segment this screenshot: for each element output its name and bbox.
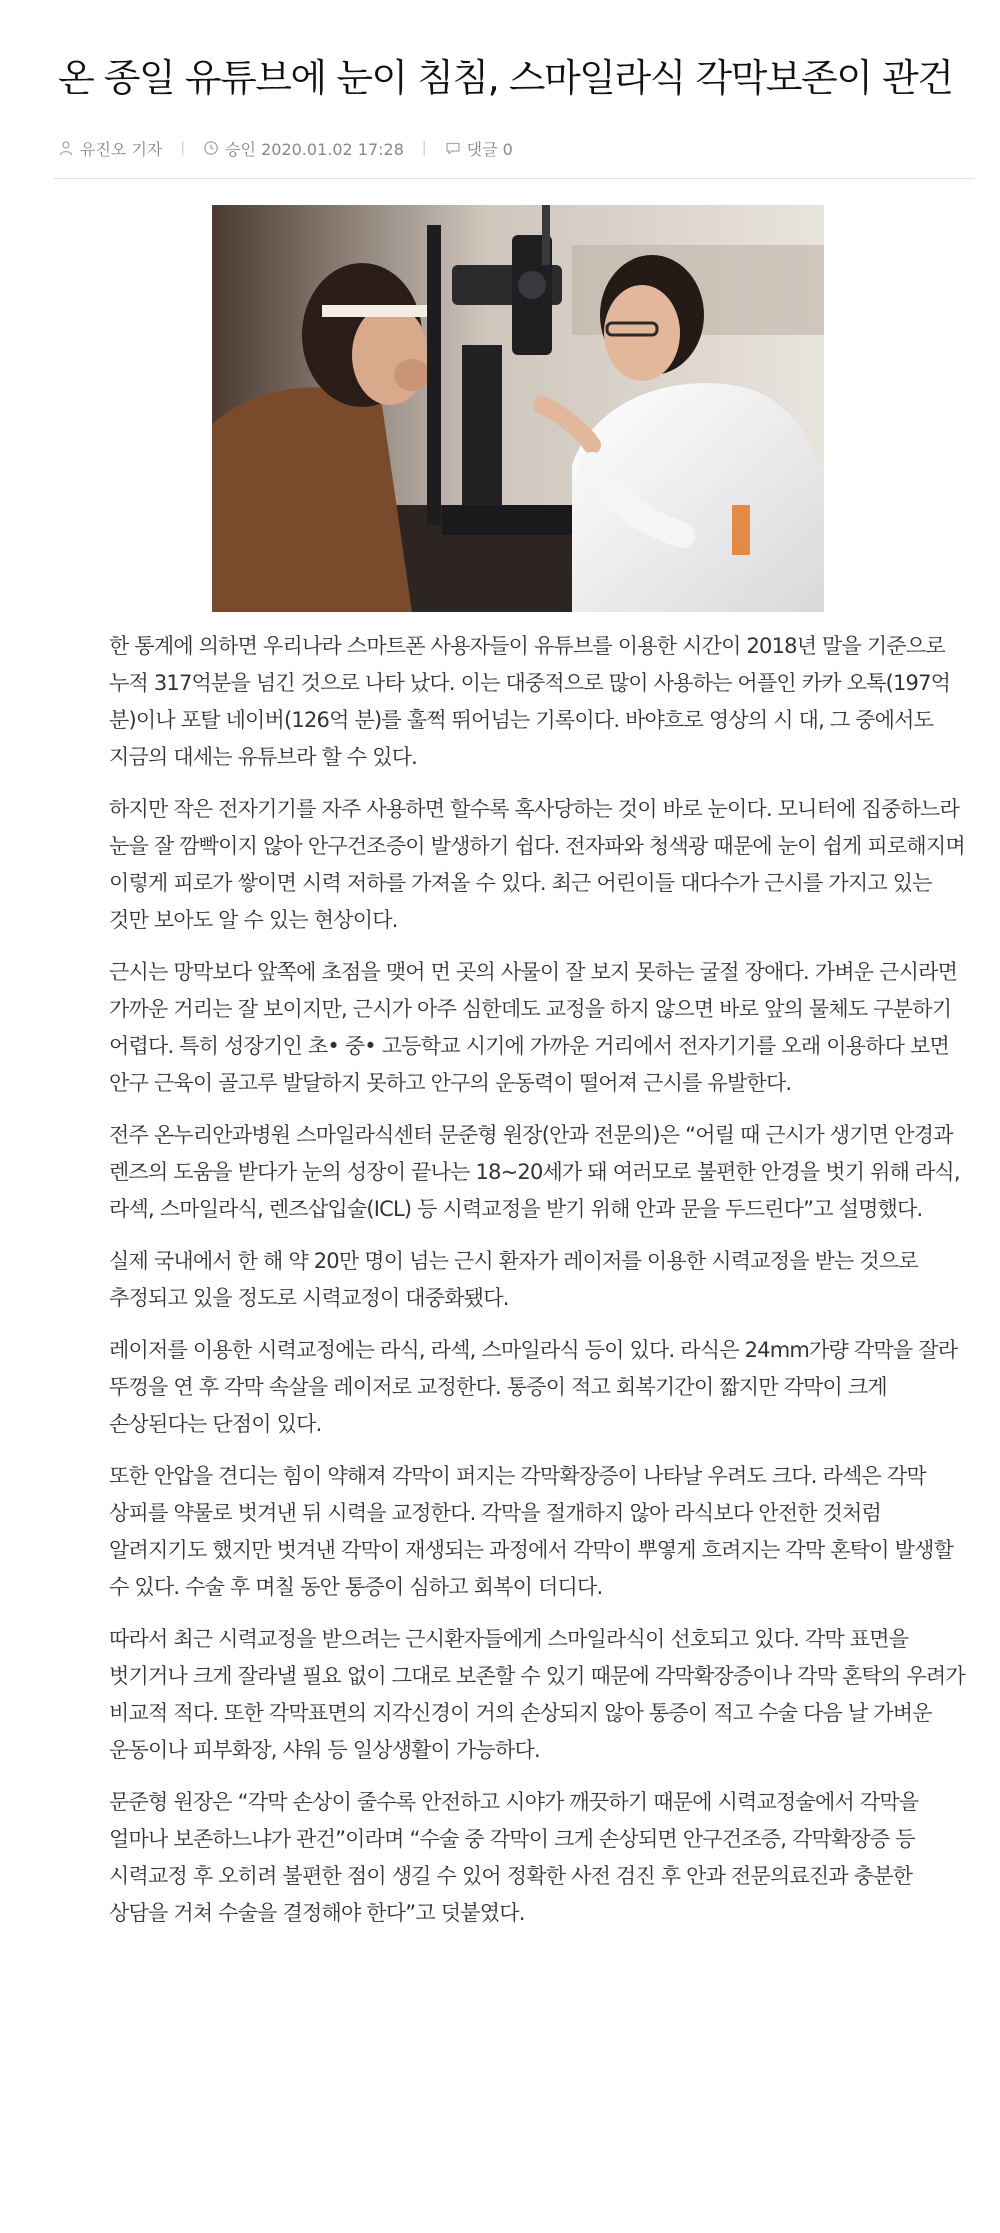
article-paragraph: 근시는 망막보다 앞쪽에 초점을 맺어 먼 곳의 사물이 잘 보지 못하는 굴절 장애다. 가벼운 근시라면 가까운 거리는 잘 보이지만, 근시가 아주 심한데도 교정을 하지 않으면 바로 앞의 물체도 구분하기 어렵다. 특히 성장기인 초• 중• 고등학교 시기에 가까운 거리에서 전자기기를 오래 이용하다 보면 안구 근육이 골고루 발달하지 못하고 안구의 운동력이 떨어져 근시를 유발한다. xyxy=(109,960,958,1095)
article-paragraph: 레이저를 이용한 시력교정에는 라식, 라섹, 스마일라식 등이 있다. 라식은 24mm가량 각막을 잘라 뚜껑을 연 후 각막 속살을 레이저로 교정한다. 통증이 적고 회복기간이 짧지만 각막이 크게 손상된다는 단점이 있다. xyxy=(109,1338,958,1436)
approved-info xyxy=(203,137,404,160)
article-paragraph: 전주 온누리안과병원 스마일라식센터 문준형 원장(안과 전문의)은 “어릴 때 근시가 생기면 안경과 렌즈의 도움을 받다가 눈의 성장이 끝나는 18~20세가 돼 여러모로 불편한 안경을 벗기 위해 라식, 라섹, 스마일라식, 렌즈삽입술(ICL) 등 시력교정을 받기 위해 안과 문을 두드린다”고 설명했다. xyxy=(109,1123,960,1221)
approved-date: 승인 2020.01.02 17:28 xyxy=(225,139,404,159)
meta-divider: | xyxy=(180,140,186,156)
article-paragraph: 따라서 최근 시력교정을 받으려는 근시환자들에게 스마일라식이 선호되고 있다. 각막 표면을 벗기거나 크게 잘라낼 필요 없이 그대로 보존할 수 있기 때문에 각막확장증이나 각막 혼탁의 우려가 비교적 적다. 또한 각막표면의 지각신경이 거의 손상되지 않아 통증이 적고 수술 다음 날 가벼운 운동이나 피부화장, 샤워 등 일상생활이 가능하다. xyxy=(109,1627,965,1762)
comment-bubble-icon xyxy=(445,140,461,156)
clock-icon xyxy=(203,140,219,156)
article-body xyxy=(109,628,969,1947)
article-paragraph: 또한 안압을 견디는 힘이 약해져 각막이 퍼지는 각막확장증이 나타날 우려도 크다. 라섹은 각막 상피를 약물로 벗겨낸 뒤 시력을 교정한다. 각막을 절개하지 않아 라식보다 안전한 것처럼 알려지기도 했지만 벗겨낸 각막이 재생되는 과정에서 각막이 뿌옇게 흐려지는 각막 혼탁이 발생할 수 있다. 수술 후 며칠 동안 통증이 심하고 회복이 더디다. xyxy=(109,1464,954,1599)
article-paragraph: 문준형 원장은 “각막 손상이 줄수록 안전하고 시야가 깨끗하기 때문에 시력교정술에서 각막을 얼마나 보존하느냐가 관건”이라며 “수술 중 각막이 크게 손상되면 안구건조증, 각막확장증 등 시력교정 후 오히려 불편한 점이 생길 수 있어 정확한 사전 검진 후 안과 전문의료진과 충분한 상담을 거쳐 수술을 결정해야 한다”고 덧붙였다. xyxy=(109,1790,919,1925)
person-icon xyxy=(58,140,74,156)
meta-divider: | xyxy=(421,140,427,156)
header-divider xyxy=(54,178,974,179)
article-paragraph: 한 통계에 의하면 우리나라 스마트폰 사용자들이 유튜브를 이용한 시간이 2018년 말을 기준으로 누적 317억분을 넘긴 것으로 나타 났다. 이는 대중적으로 많이 사용하는 어플인 카카 오톡(197억 분)이나 포탈 네이버(126억 분)를 훌쩍 뛰어넘는 기록이다. 바야흐로 영상의 시 대, 그 중에서도 지금의 대세는 유튜브라 할 수 있다. xyxy=(109,634,951,769)
article-paragraph: 실제 국내에서 한 해 약 20만 명이 넘는 근시 환자가 레이저를 이용한 시력교정을 받는 것으로 추정되고 있을 정도로 시력교정이 대중화됐다. xyxy=(109,1249,918,1310)
eye-exam-photo xyxy=(212,205,824,612)
author-name: 유진오 기자 xyxy=(80,139,163,159)
article-meta xyxy=(58,134,513,162)
comments-link[interactable] xyxy=(445,137,513,160)
comment-count: 댓글 0 xyxy=(466,139,513,159)
author-info xyxy=(58,137,162,160)
article-photo xyxy=(212,205,824,612)
article-paragraph: 하지만 작은 전자기기를 자주 사용하면 할수록 혹사당하는 것이 바로 눈이다. 모니터에 집중하느라 눈을 잘 깜빡이지 않아 안구건조증이 발생하기 쉽다. 전자파와 청색광 때문에 눈이 쉽게 피로해지며 이렇게 피로가 쌓이면 시력 저하를 가져올 수 있다. 최근 어린이들 대다수가 근시를 가지고 있는 것만 보아도 알 수 있는 현상이다. xyxy=(109,797,965,932)
article-title: 온 종일 유튜브에 눈이 침침, 스마일라식 각막보존이 관건 xyxy=(58,56,953,100)
